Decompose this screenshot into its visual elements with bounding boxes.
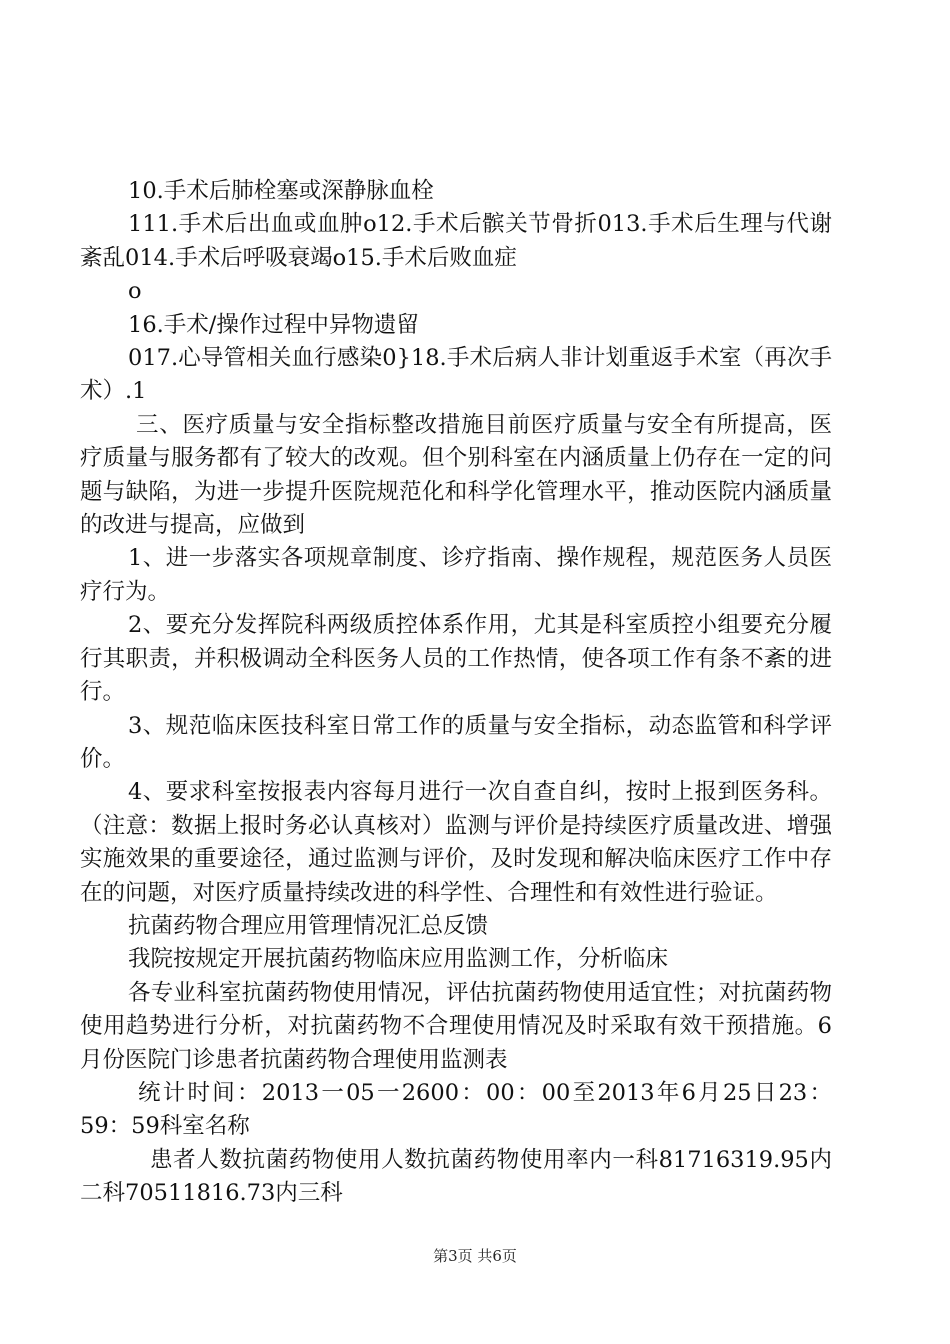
paragraph: 患者人数抗菌药物使用人数抗菌药物使用率内一科81716319.95内二科70511816.73内三科 [80, 1146, 832, 1207]
page-footer: 第3页 共6页 [433, 1247, 517, 1265]
paragraph: 1、进一步落实各项规章制度、诊疗指南、操作规程，规范医务人员医疗行为。 [80, 545, 832, 605]
paragraph: 4、要求科室按报表内容每月进行一次自查自纠，按时上报到医务科。（注意：数据上报时务必认真核对）监测与评价是持续医疗质量改进、增强实施效果的重要途径，通过监测与评价，及时发现和解决临床医疗工作中存在的问题，对医疗质量持续改进的科学性、合理性和有效性进行验证。 [80, 779, 832, 906]
paragraph: 111.手术后出血或血肿o12.手术后髌关节骨折013.手术后生理与代谢紊乱014.手术后呼吸衰竭o15.手术后败血症 [80, 211, 832, 271]
paragraph: 10.手术后肺栓塞或深静脉血栓 [128, 178, 434, 204]
paragraph: 各专业科室抗菌药物使用情况，评估抗菌药物使用适宜性；对抗菌药物使用趋势进行分析，对抗菌药物不合理使用情况及时采取有效干预措施。6月份医院门诊患者抗菌药物合理使用监测表 [80, 979, 832, 1073]
paragraph: 抗菌药物合理应用管理情况汇总反馈 [128, 912, 489, 939]
document-body [80, 175, 832, 1211]
paragraph: o [128, 278, 142, 305]
paragraph: 统计时间：2013一05一2600：00：00至2013年6月25日23：59：59科室名称 [80, 1079, 832, 1140]
paragraph: 我院按规定开展抗菌药物临床应用监测工作，分析临床 [128, 946, 669, 973]
paragraph: 017.心导管相关血行感染0}18.手术后病人非计划重返手术室（再次手术）.1 [80, 345, 832, 405]
paragraph: 16.手术/操作过程中异物遗留 [128, 311, 419, 338]
paragraph: 三、医疗质量与安全指标整改措施目前医疗质量与安全有所提高，医疗质量与服务都有了较大的改观。但个别科室在内涵质量上仍存在一定的问题与缺陷，为进一步提升医院规范化和科学化管理水平，推动医院内涵质量的改进与提高，应做到 [80, 411, 832, 539]
paragraph: 3、规范临床医技科室日常工作的质量与安全指标，动态监管和科学评价。 [80, 712, 832, 772]
paragraph: 2、要充分发挥院科两级质控体系作用，尤其是科室质控小组要充分履行其职责，并积极调动全科医务人员的工作热情，使各项工作有条不紊的进行。 [80, 612, 832, 706]
